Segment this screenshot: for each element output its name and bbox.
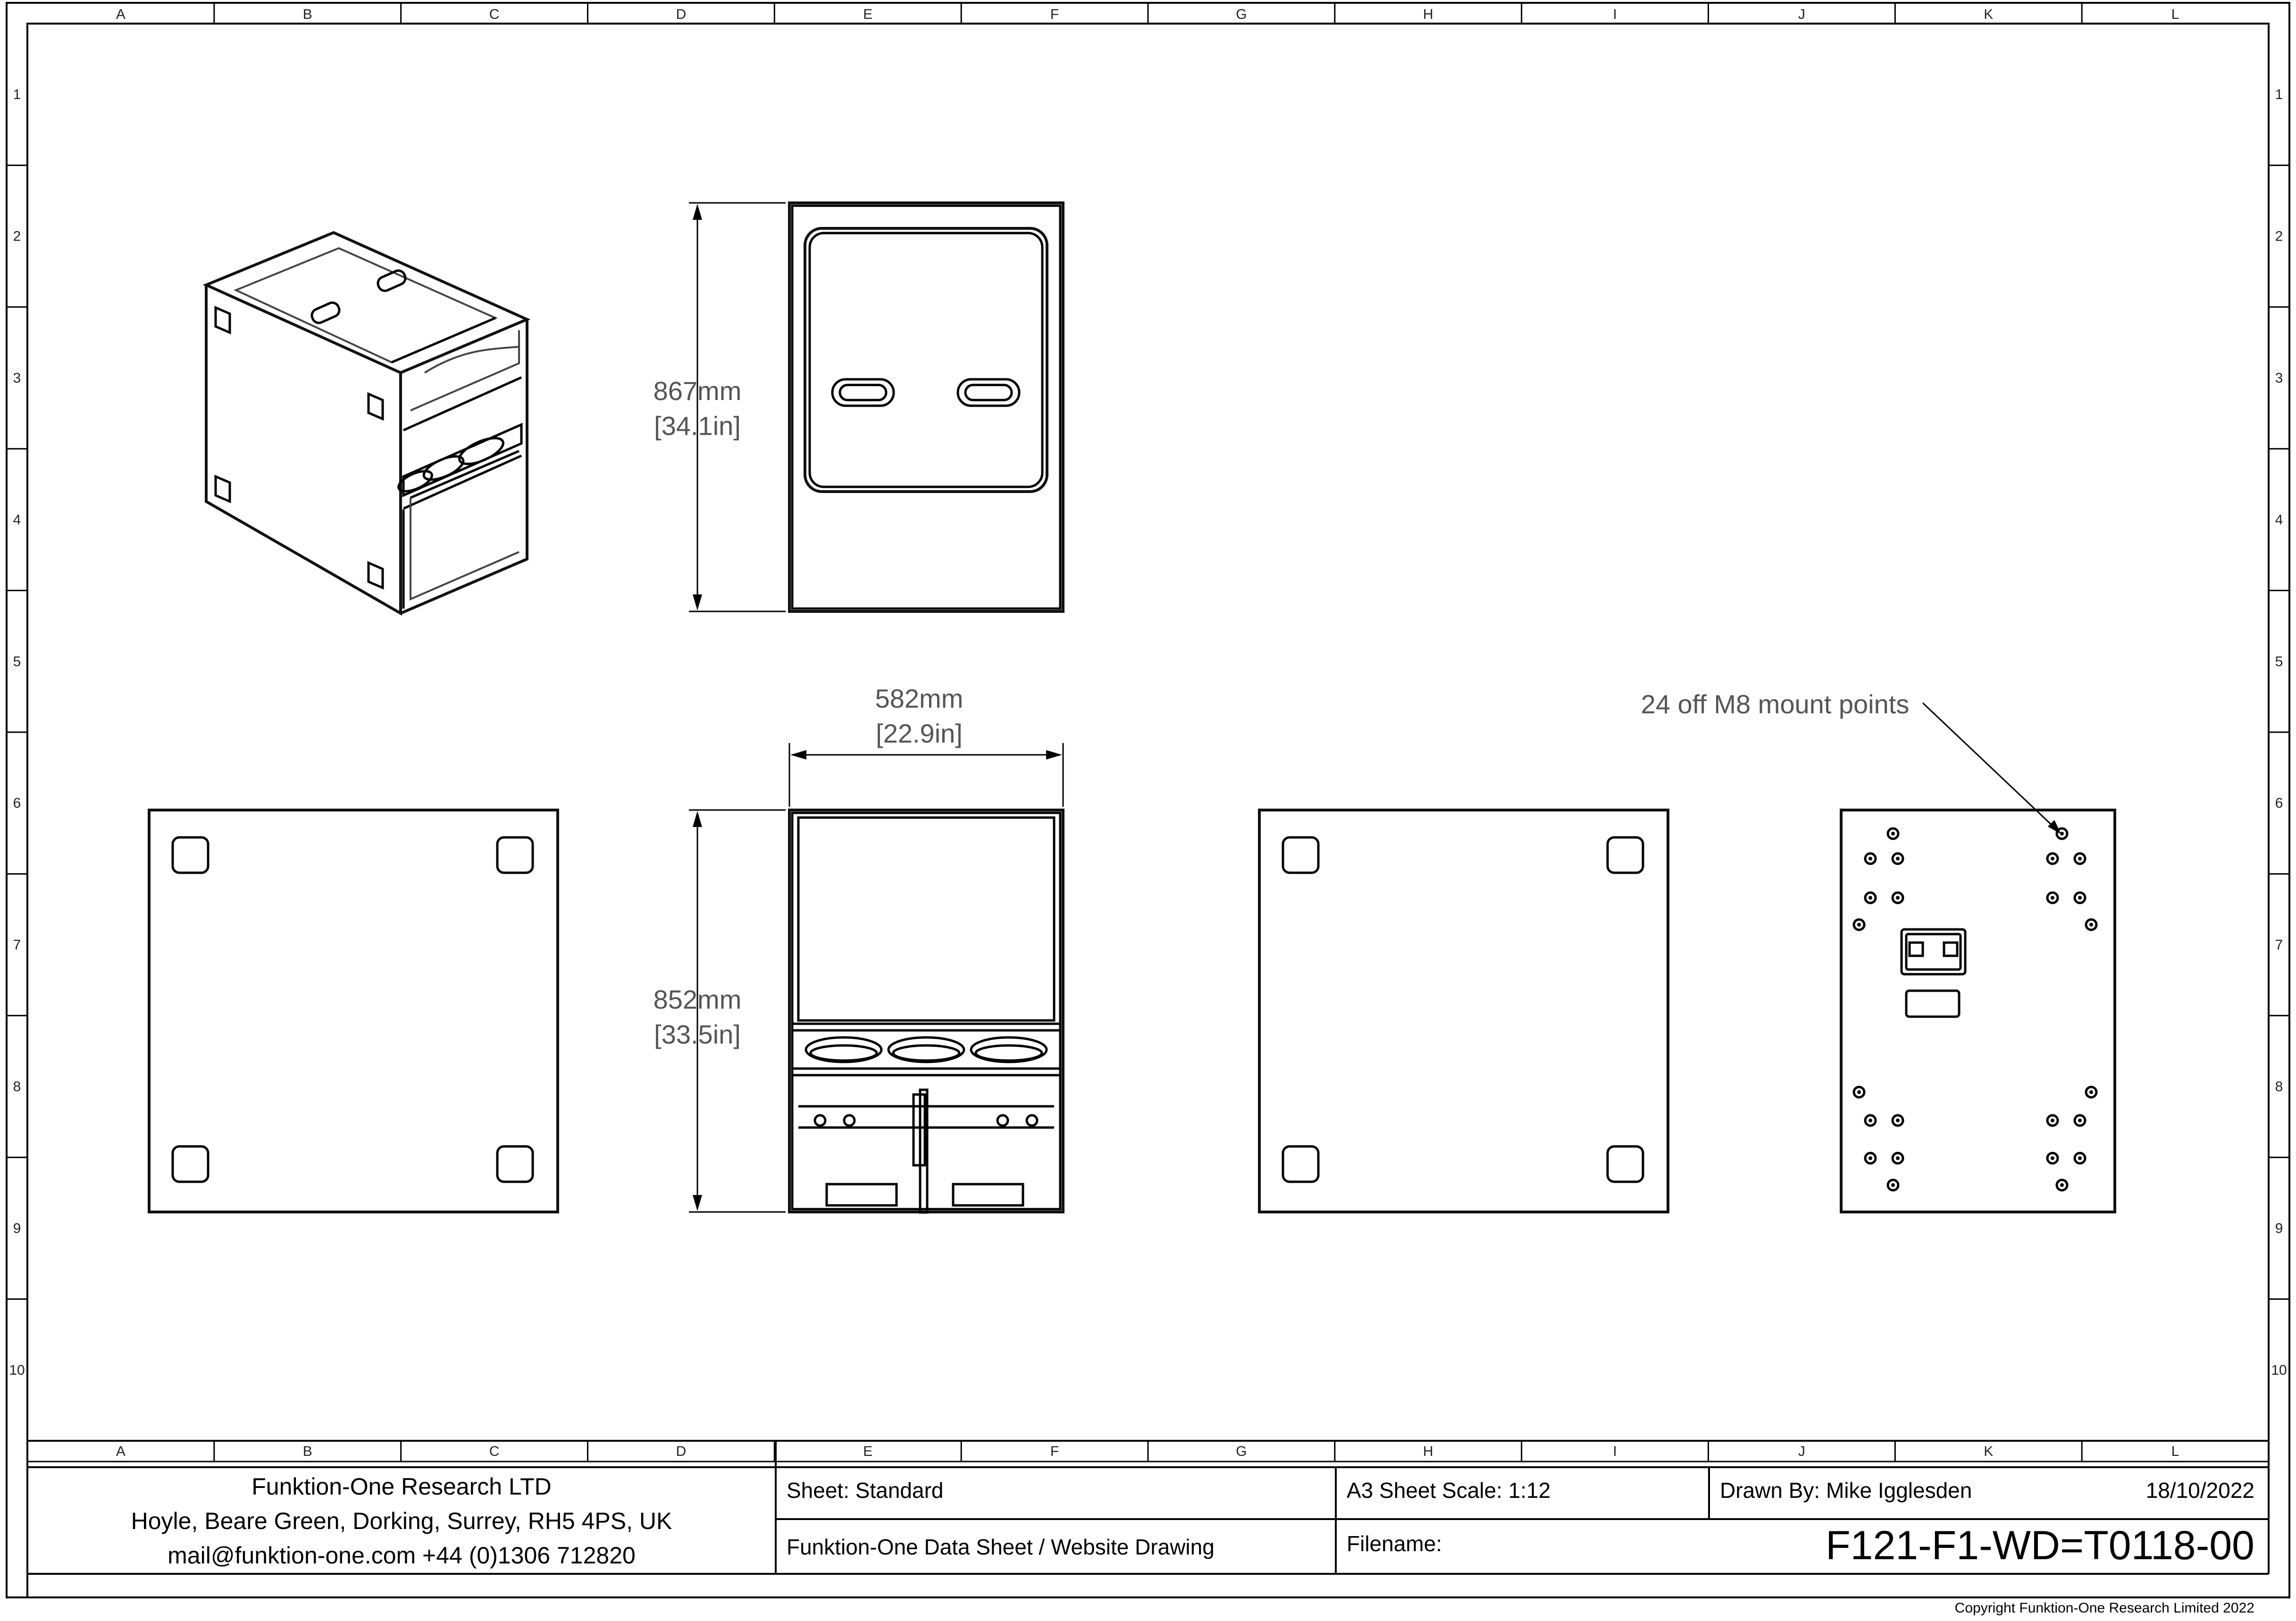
zone-row-label: 5 [13, 653, 21, 669]
mount-point-center [1869, 896, 1872, 900]
dim-852mm-label: 852mm [653, 985, 742, 1014]
rear-view [1841, 810, 2115, 1212]
zone-row-label: 10 [9, 1362, 25, 1378]
dimension-height-side [654, 810, 786, 1212]
sheet-label: Sheet: Standard [787, 1478, 944, 1503]
dim-582mm-label: 582mm [875, 684, 964, 713]
zone-column-label: A [116, 1444, 126, 1459]
copyright-notice: Copyright Funktion-One Research Limited 2022 [1954, 1600, 2254, 1616]
dim-22-9in-label: [22.9in] [876, 719, 963, 748]
zone-column-label: G [1236, 1444, 1247, 1459]
side-view-left [149, 810, 558, 1212]
company-address: Hoyle, Beare Green, Dorking, Surrey, RH5 4PS, UK [131, 1508, 672, 1534]
mount-point-center [2089, 923, 2093, 927]
zone-column-label: C [489, 7, 500, 22]
zone-column-label: B [302, 1444, 312, 1459]
mount-point-center [2051, 896, 2054, 900]
zone-row-label: 7 [2275, 937, 2283, 953]
zone-row-label: 10 [2271, 1362, 2287, 1378]
zone-row-label: 6 [13, 795, 21, 811]
isometric-view [206, 233, 527, 613]
mount-point-center [2078, 857, 2082, 861]
zone-column-label: F [1050, 1444, 1059, 1459]
mount-point-center [2051, 857, 2054, 861]
zone-row-label: 3 [13, 370, 21, 386]
mount-point-center [1857, 923, 1861, 927]
mount-point-center [1869, 1119, 1872, 1122]
zone-column-label: C [489, 1444, 500, 1459]
dim-34-1in-label: [34.1in] [654, 411, 741, 441]
drawing-date: 18/10/2022 [2145, 1478, 2254, 1503]
zone-column-label: E [863, 7, 873, 22]
zone-row-label: 4 [2275, 512, 2283, 528]
zone-column-label: K [1984, 1444, 1994, 1459]
dimension-width [789, 684, 1063, 807]
mount-points-callout [1641, 689, 2061, 834]
zone-row-label: 2 [2275, 228, 2283, 244]
mount-point-center [1896, 1119, 1900, 1122]
zone-column-label: I [1613, 7, 1617, 22]
sheet-scale: A3 Sheet Scale: 1:12 [1347, 1478, 1551, 1503]
mount-point-center [2060, 1183, 2064, 1187]
outer-border [7, 3, 2289, 1597]
mount-point-center [1891, 1183, 1895, 1187]
zone-row-label: 3 [2275, 370, 2283, 386]
dimension-height-front [654, 203, 786, 611]
mount-point-center [2089, 1090, 2093, 1094]
zone-row-label: 2 [13, 228, 21, 244]
mount-point-center [2078, 1156, 2082, 1160]
mount-point-center [1857, 1090, 1861, 1094]
mount-point-center [1896, 896, 1900, 900]
zone-row-label: 8 [13, 1079, 21, 1095]
dim-867mm-label: 867mm [653, 376, 742, 406]
mount-point-center [2078, 896, 2082, 900]
zone-column-label: I [1613, 1444, 1617, 1459]
mount-point-center [1891, 832, 1895, 836]
zone-row-label: 6 [2275, 795, 2283, 811]
zone-row-label: 1 [2275, 87, 2283, 103]
front-view-internal [789, 810, 1063, 1212]
filename-label: Filename: [1347, 1531, 1442, 1556]
mount-point-center [1869, 857, 1872, 861]
drawing-area-border [27, 24, 2269, 1441]
company-name: Funktion-One Research LTD [251, 1473, 552, 1500]
mount-point-center [1896, 857, 1900, 861]
title-block [27, 1441, 2269, 1597]
zone-column-label: K [1984, 7, 1994, 22]
zone-column-label: F [1050, 7, 1059, 22]
zone-column-label: H [1423, 1444, 1433, 1459]
mount-point-center [1869, 1156, 1872, 1160]
zone-row-label: 9 [13, 1220, 21, 1237]
drawn-by: Drawn By: Mike Igglesden [1720, 1478, 1972, 1503]
mount-point-center [2078, 1119, 2082, 1122]
mount-points-label: 24 off M8 mount points [1641, 689, 1910, 719]
zone-column-label: B [302, 7, 312, 22]
zone-column-label: J [1798, 7, 1805, 22]
zone-column-label: H [1423, 7, 1433, 22]
company-contact: mail@funktion-one.com +44 (0)1306 712820 [168, 1542, 636, 1569]
zone-row-label: 7 [13, 937, 21, 953]
dim-33-5in-label: [33.5in] [654, 1019, 741, 1049]
zone-row-label: 4 [13, 512, 21, 528]
drawing-description: Funktion-One Data Sheet / Website Drawing [787, 1535, 1215, 1559]
zone-column-label: J [1798, 1444, 1805, 1459]
zone-column-label: D [676, 7, 687, 22]
zone-column-label: L [2171, 1444, 2179, 1459]
zone-column-label: L [2171, 7, 2179, 22]
zone-row-label: 8 [2275, 1079, 2283, 1095]
drawing-number: F121-F1-WD=T0118-00 [1826, 1523, 2254, 1568]
zone-row-label: 9 [2275, 1220, 2283, 1237]
zone-grid [7, 3, 2289, 1462]
front-view-grille [789, 203, 1063, 611]
side-view-right [1259, 810, 1668, 1212]
zone-column-label: D [676, 1444, 687, 1459]
mount-point-center [1896, 1156, 1900, 1160]
zone-column-label: A [116, 7, 126, 22]
mount-point-center [2051, 1119, 2054, 1122]
zone-row-label: 5 [2275, 653, 2283, 669]
zone-column-label: E [863, 1444, 873, 1459]
mount-point-center [2051, 1156, 2054, 1160]
zone-column-label: G [1236, 7, 1247, 22]
zone-row-label: 1 [13, 87, 21, 103]
